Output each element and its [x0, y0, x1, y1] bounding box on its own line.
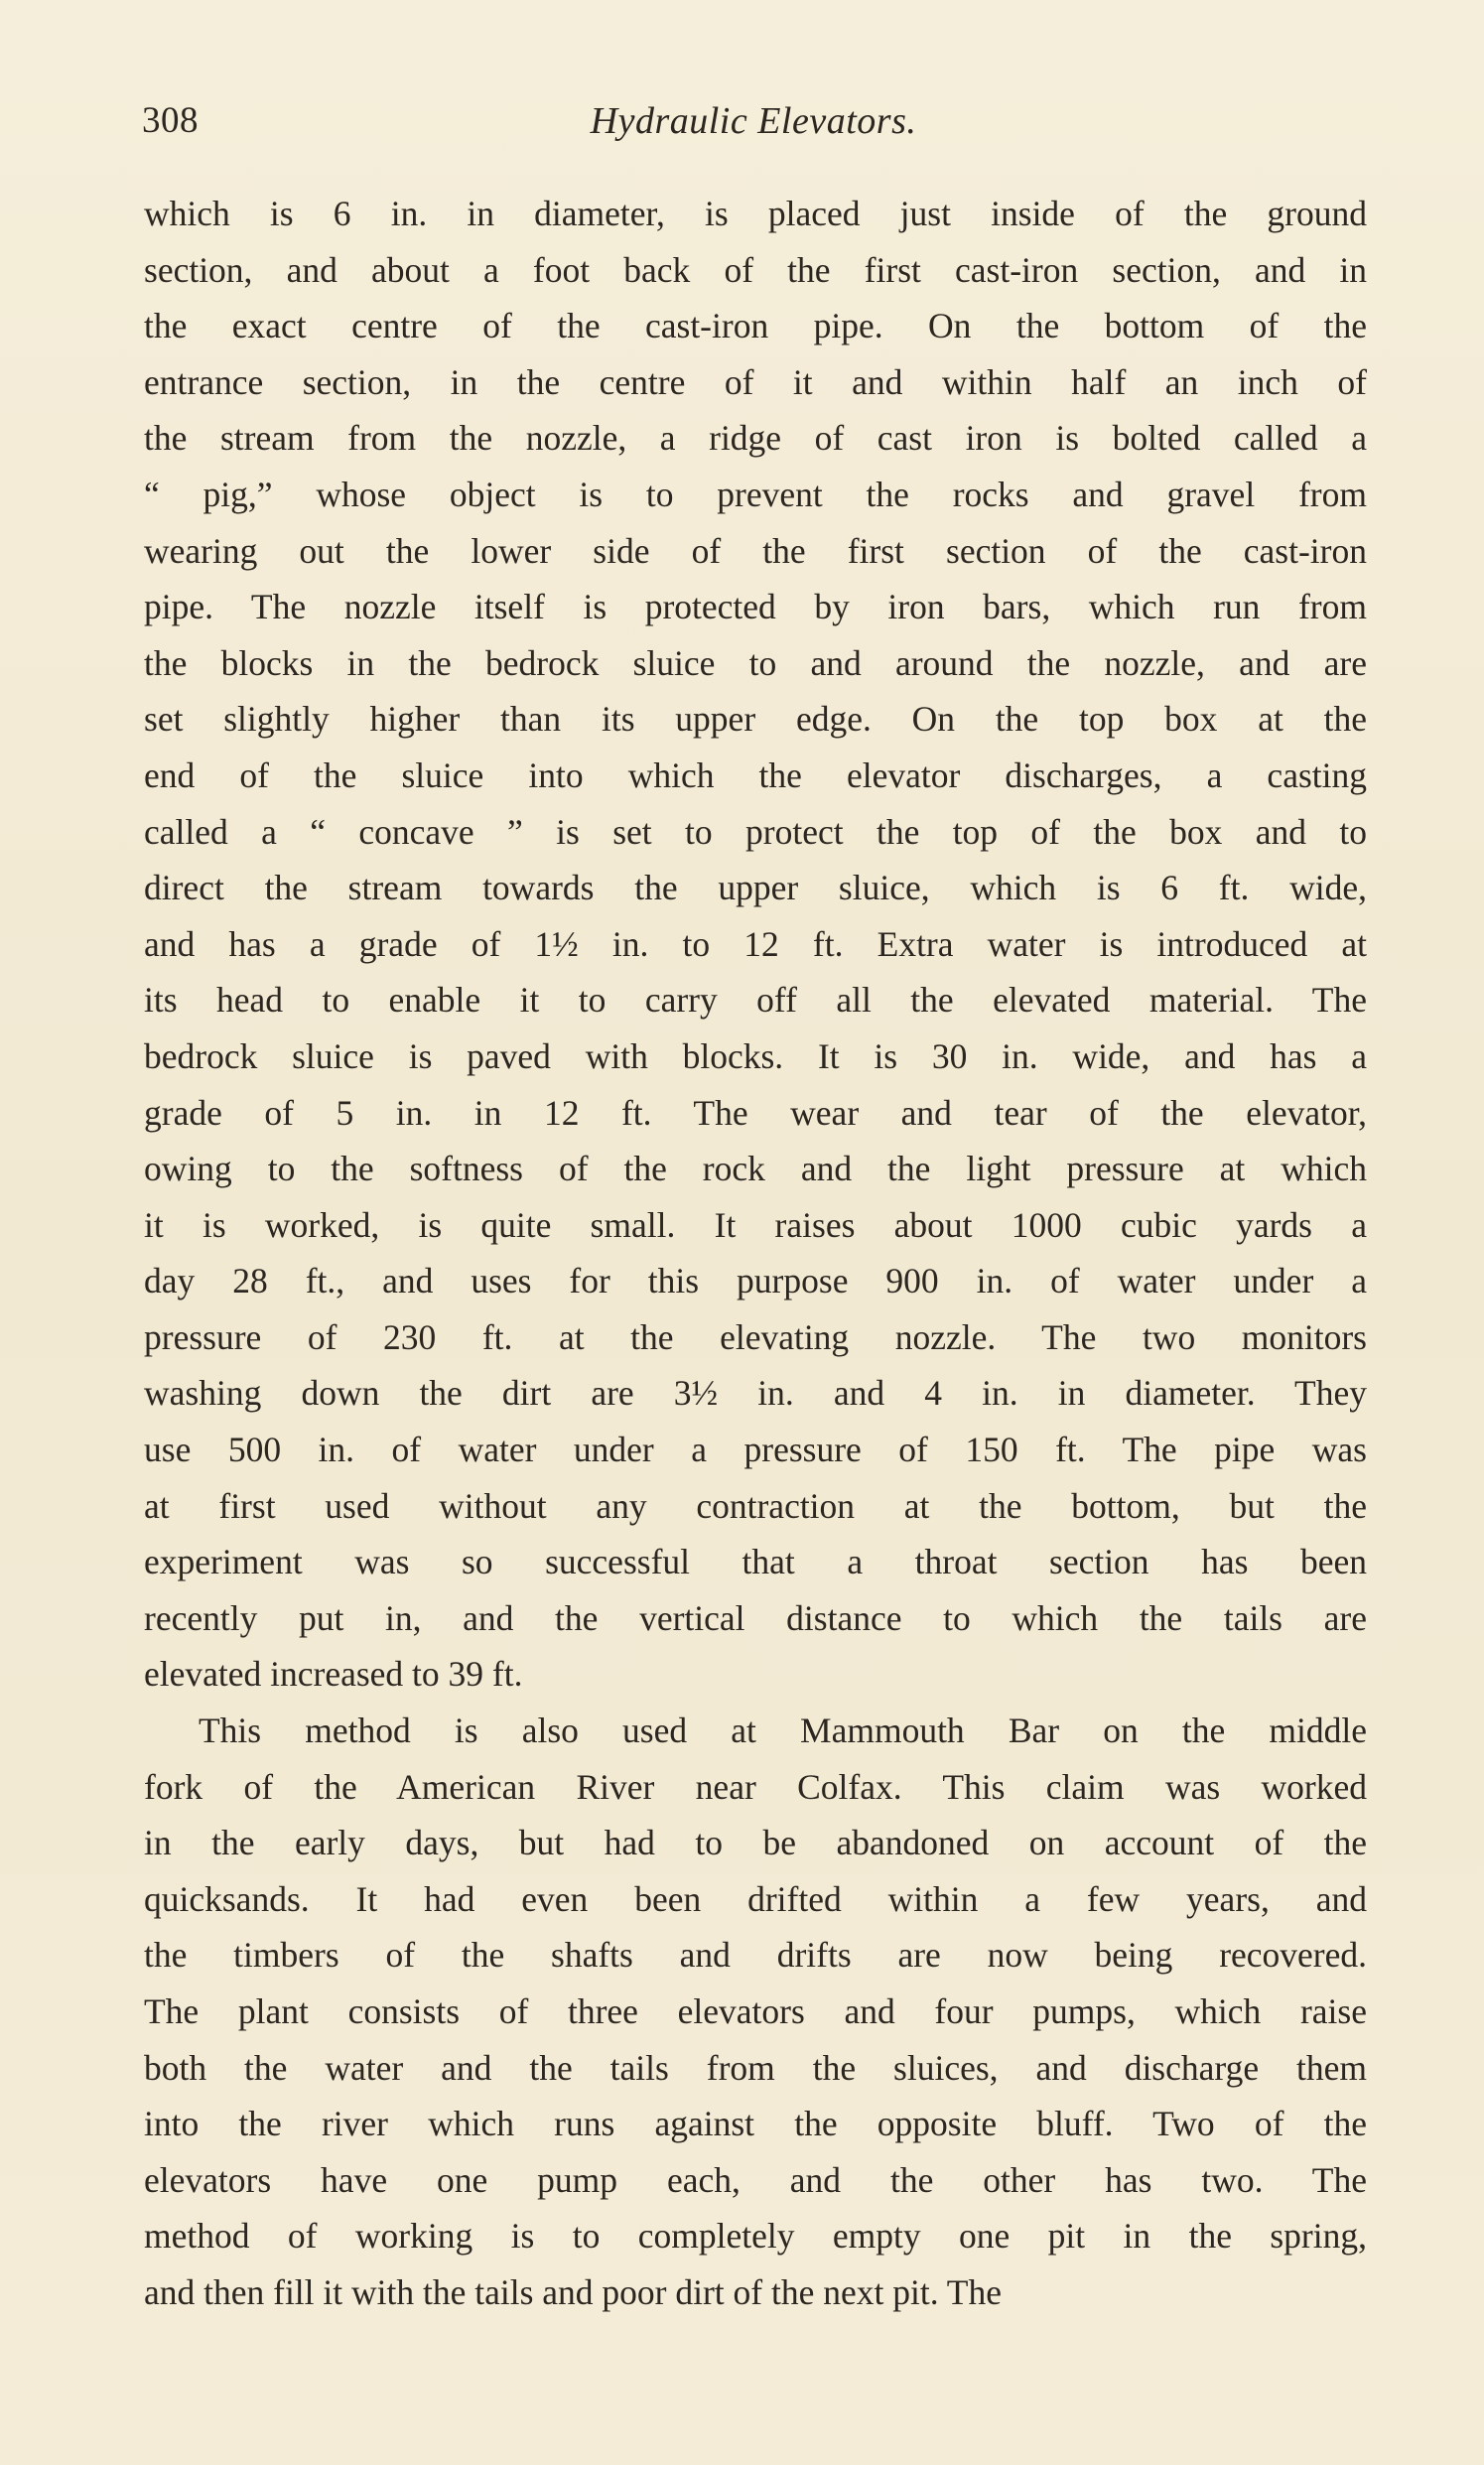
text-line: called a “ concave ” is set to protect the top of the box and to — [144, 811, 1367, 852]
text-line: and then fill it with the tails and poor dirt of the next pit. The — [144, 2271, 1002, 2312]
text-line: grade of 5 in. in 12 ft. The wear and tear of the elevator, — [144, 1092, 1367, 1133]
page-header — [142, 99, 1365, 159]
text-line: owing to the softness of the rock and the light pressure at which — [144, 1149, 1367, 1189]
text-line: end of the sluice into which the elevator discharges, a casting — [144, 754, 1367, 795]
text-line: entrance section, in the centre of it and within half an inch of — [144, 361, 1367, 402]
text-line: and has a grade of 1½ in. to 12 ft. Extra water is introduced at — [144, 923, 1367, 964]
text-line: quicksands. It had even been drifted within a few years, and — [144, 1878, 1367, 1919]
text-line: use 500 in. of water under a pressure of 150 ft. The pipe was — [144, 1430, 1367, 1470]
text-line: the exact centre of the cast-iron pipe. On the bottom of the — [144, 306, 1367, 346]
text-line: at first used without any contraction at the bottom, but the — [144, 1485, 1367, 1526]
text-line: set slightly higher than its upper edge. On the top box at the — [144, 699, 1367, 740]
text-line: direct the stream towards the upper sluice, which is 6 ft. wide, — [144, 868, 1367, 908]
text-line: both the water and the tails from the sluices, and discharge them — [144, 2047, 1367, 2088]
text-line: This method is also used at Mammouth Bar on the middle — [199, 1711, 1367, 1751]
text-line: fork of the American River near Colfax. This claim was worked — [144, 1766, 1367, 1807]
text-line: its head to enable it to carry off all the elevated material. The — [144, 980, 1367, 1021]
text-line: bedrock sluice is paved with blocks. It is 30 in. wide, and has a — [144, 1035, 1367, 1076]
text-line: elevators have one pump each, and the other has two. The — [144, 2159, 1367, 2200]
text-line: recently put in, and the vertical distance to which the tails are — [144, 1597, 1367, 1638]
running-title: Hydraulic Elevators. — [590, 100, 917, 142]
text-line: wearing out the lower side of the first section of the cast-iron — [144, 530, 1367, 571]
text-line: The plant consists of three elevators and four pumps, which raise — [144, 1991, 1367, 2031]
text-line: experiment was so successful that a throat section has been — [144, 1542, 1367, 1582]
text-line: into the river which runs against the opposite bluff. Two of the — [144, 2104, 1367, 2144]
text-line: “ pig,” whose object is to prevent the rocks and gravel from — [144, 474, 1367, 514]
text-line: pipe. The nozzle itself is protected by iron bars, which run from — [144, 587, 1367, 627]
text-line: the stream from the nozzle, a ridge of cast iron is bolted called a — [144, 418, 1367, 459]
text-line: it is worked, is quite small. It raises about 1000 cubic yards a — [144, 1204, 1367, 1245]
paragraph-2 — [144, 1703, 1367, 2321]
page-number: 308 — [142, 100, 199, 141]
text-line: day 28 ft., and uses for this purpose 900 in. of water under a — [144, 1261, 1367, 1301]
text-line: method of working is to completely empty one pit in the spring, — [144, 2216, 1367, 2257]
paragraph-1 — [144, 186, 1367, 1703]
text-line: elevated increased to 39 ft. — [144, 1654, 523, 1695]
text-line: which is 6 in. in diameter, is placed just inside of the ground — [144, 194, 1367, 233]
text-line: in the early days, but had to be abandoned on account of the — [144, 1823, 1367, 1863]
text-line: washing down the dirt are 3½ in. and 4 in. in diameter. They — [144, 1373, 1367, 1414]
text-line: the timbers of the shafts and drifts are now being recovered. — [144, 1935, 1367, 1976]
text-line: pressure of 230 ft. at the elevating nozzle. The two monitors — [144, 1316, 1367, 1357]
text-line: the blocks in the bedrock sluice to and around the nozzle, and are — [144, 642, 1367, 683]
text-line: section, and about a foot back of the first cast-iron section, and in — [144, 249, 1367, 290]
body-text — [144, 186, 1367, 2321]
